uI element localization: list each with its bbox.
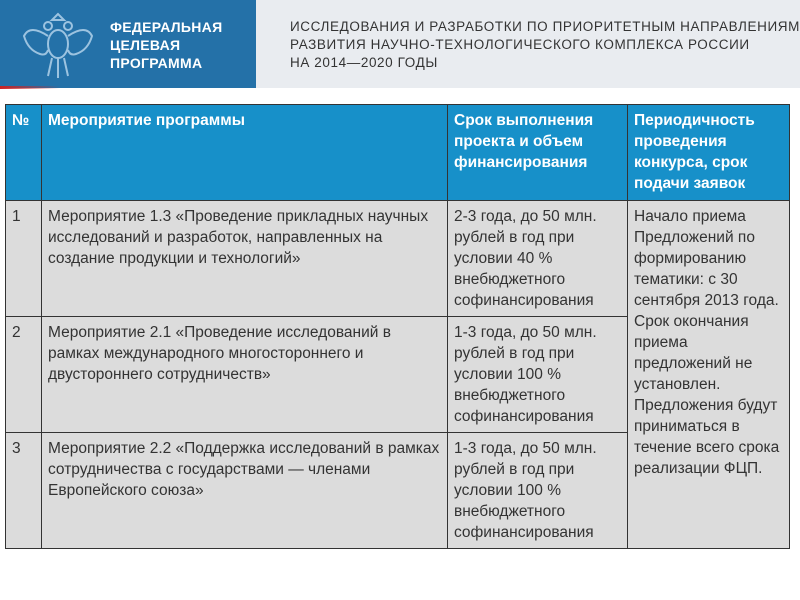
logo-line: ФЕДЕРАЛЬНАЯ bbox=[110, 19, 223, 35]
program-events-table bbox=[5, 104, 790, 549]
row-number: 1 bbox=[6, 201, 42, 317]
logo-line: ПРОГРАММА bbox=[110, 55, 203, 71]
event-cell: Мероприятие 1.3 «Проведение прикладных научных исследований и разработок, направленных на создание продукции и технологий» bbox=[42, 201, 448, 317]
row-number: 2 bbox=[6, 317, 42, 433]
title-line: НА 2014—2020 ГОДЫ bbox=[290, 55, 438, 70]
row-number: 3 bbox=[6, 433, 42, 549]
event-cell: Мероприятие 2.2 «Поддержка исследований в рамках сотрудничества с государствами — членами Европейского союза» bbox=[42, 433, 448, 549]
coat-of-arms-icon bbox=[18, 6, 98, 82]
event-cell: Мероприятие 2.1 «Проведение исследований в рамках международного многостороннего и двустороннего сотрудничеств» bbox=[42, 317, 448, 433]
term-cell: 1-3 года, до 50 млн. рублей в год при условии 100 % внебюджетного софинансирования bbox=[448, 433, 628, 549]
table-header-row bbox=[6, 105, 790, 201]
slide-header bbox=[0, 0, 800, 88]
program-name bbox=[110, 18, 222, 72]
column-header: Периодичность проведения конкурса, срок подачи заявок bbox=[628, 105, 790, 201]
column-header: Срок выполнения проекта и объем финансирования bbox=[448, 105, 628, 201]
title-line: ИССЛЕДОВАНИЯ И РАЗРАБОТКИ ПО ПРИОРИТЕТНЫМ НАПРАВЛЕНИЯМ bbox=[290, 19, 800, 34]
schedule-cell: Начало приема Предложений по формированию тематики: с 30 сентября 2013 года. Срок окончания приема предложений не установлен. Предложения будут приниматься в течение всего срока реализации ФЦП. bbox=[628, 201, 790, 549]
table-row bbox=[6, 201, 790, 317]
column-header: № bbox=[6, 105, 42, 201]
title-line: РАЗВИТИЯ НАУЧНО-ТЕХНОЛОГИЧЕСКОГО КОМПЛЕКСА РОССИИ bbox=[290, 37, 750, 52]
slide-title bbox=[290, 18, 800, 72]
program-logo bbox=[0, 0, 256, 88]
logo-line: ЦЕЛЕВАЯ bbox=[110, 37, 181, 53]
accent-line bbox=[0, 86, 60, 89]
term-cell: 2-3 года, до 50 млн. рублей в год при условии 40 % внебюджетного софинансирования bbox=[448, 201, 628, 317]
column-header: Мероприятие программы bbox=[42, 105, 448, 201]
term-cell: 1-3 года, до 50 млн. рублей в год при условии 100 % внебюджетного софинансирования bbox=[448, 317, 628, 433]
